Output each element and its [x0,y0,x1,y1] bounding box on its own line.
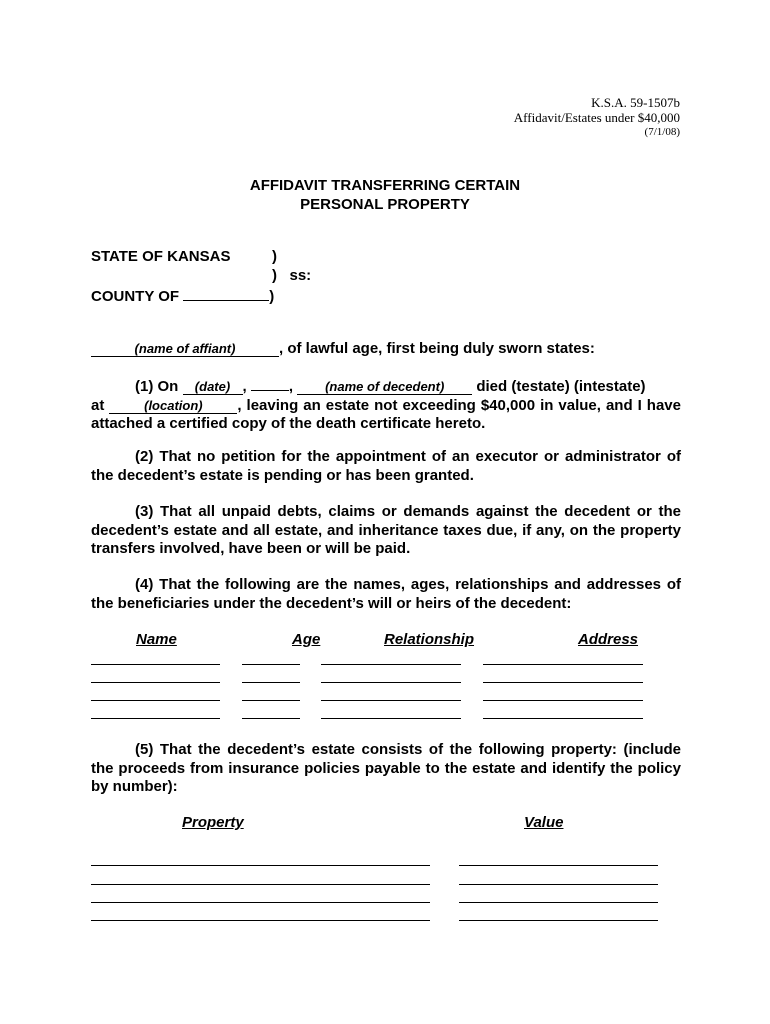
title-line-1: AFFIDAVIT TRANSFERRING CERTAIN [249,177,521,194]
decedent-name-field[interactable]: (name of decedent) [297,379,472,395]
date-field[interactable]: (date) [183,379,243,395]
beneficiary-age-line[interactable] [242,718,300,719]
column-header-name: Name [136,631,177,648]
beneficiary-age-line[interactable] [242,682,300,683]
location-field[interactable]: (location) [109,398,237,414]
year-field[interactable] [251,375,289,391]
affiant-statement [91,339,595,358]
county-line [91,285,274,306]
beneficiary-name-line[interactable] [91,718,220,719]
affiant-name-field[interactable]: (name of affiant) [91,341,279,357]
beneficiary-address-line[interactable] [483,718,643,719]
column-header-age: Age [292,631,321,648]
county-field[interactable] [183,285,269,301]
paragraph-2: (2) That no petition for the appointment of an executor or administrator of the decedent’s estate is pending or has been granted. [91,448,681,484]
title-line-2: PERSONAL PROPERTY [300,196,470,213]
column-header-address: Address [578,631,639,648]
value-line[interactable] [459,865,658,866]
property-line[interactable] [91,902,430,903]
beneficiary-relationship-line[interactable] [321,700,461,701]
beneficiary-name-line[interactable] [91,682,220,683]
value-line[interactable] [459,920,658,921]
para1-comma: , [242,378,247,395]
paragraph-5: (5) That the decedent’s estate consists of the following property: (include the proceeds from insurance policies payable to the estate and identify the policy by number): [91,741,681,795]
para1-comma-2: , [288,378,294,395]
document-title [0,176,770,214]
form-reference [514,95,680,140]
beneficiary-relationship-line[interactable] [321,664,461,665]
beneficiary-age-line[interactable] [242,664,300,665]
property-line[interactable] [91,920,430,921]
state-label: STATE OF KANSAS [91,248,231,265]
form-name: Affidavit/Estates under $40,000 [513,110,680,125]
beneficiary-relationship-line[interactable] [321,718,461,719]
statute-citation: K.S.A. 59-1507b [591,95,680,110]
paragraph-1 [91,375,681,434]
paragraph-3: (3) That all unpaid debts, claims or demands against the decedent or the decedent’s estate and all estate, and inheritance taxes due, if any, on the property transfers involved, have been or will be paid. [91,503,681,557]
county-label: COUNTY OF [91,288,180,305]
affiant-text: , of lawful age, first being duly sworn states: [279,340,595,357]
ss-label: ) ss: [272,267,312,284]
value-line[interactable] [459,884,658,885]
property-line[interactable] [91,884,430,885]
para1-at: at [91,396,110,414]
beneficiary-address-line[interactable] [483,664,643,665]
column-header-value: Value [524,814,564,831]
revision-date: (7/1/08) [644,126,680,138]
para1-rest: , leaving an estate not exceeding $40,000 in value, and I have attached a certified copy of the death certificate hereto. [91,396,681,432]
beneficiary-name-line[interactable] [91,664,220,665]
value-line[interactable] [459,902,658,903]
beneficiary-age-line[interactable] [242,700,300,701]
beneficiary-address-line[interactable] [483,700,643,701]
column-header-property: Property [182,814,244,831]
beneficiary-address-line[interactable] [483,682,643,683]
venue-paren-3: ) [269,288,275,305]
beneficiary-relationship-line[interactable] [321,682,461,683]
para1-start: (1) On [135,378,183,395]
column-header-relationship: Relationship [384,631,475,648]
venue-paren-1: ) [272,248,277,265]
property-line[interactable] [91,865,430,866]
paragraph-4: (4) That the following are the names, ages, relationships and addresses of the beneficiaries under the decedent’s will or heirs of the decedent: [91,576,681,612]
beneficiary-name-line[interactable] [91,700,220,701]
para1-died: died (testate) (intestate) [472,378,646,395]
